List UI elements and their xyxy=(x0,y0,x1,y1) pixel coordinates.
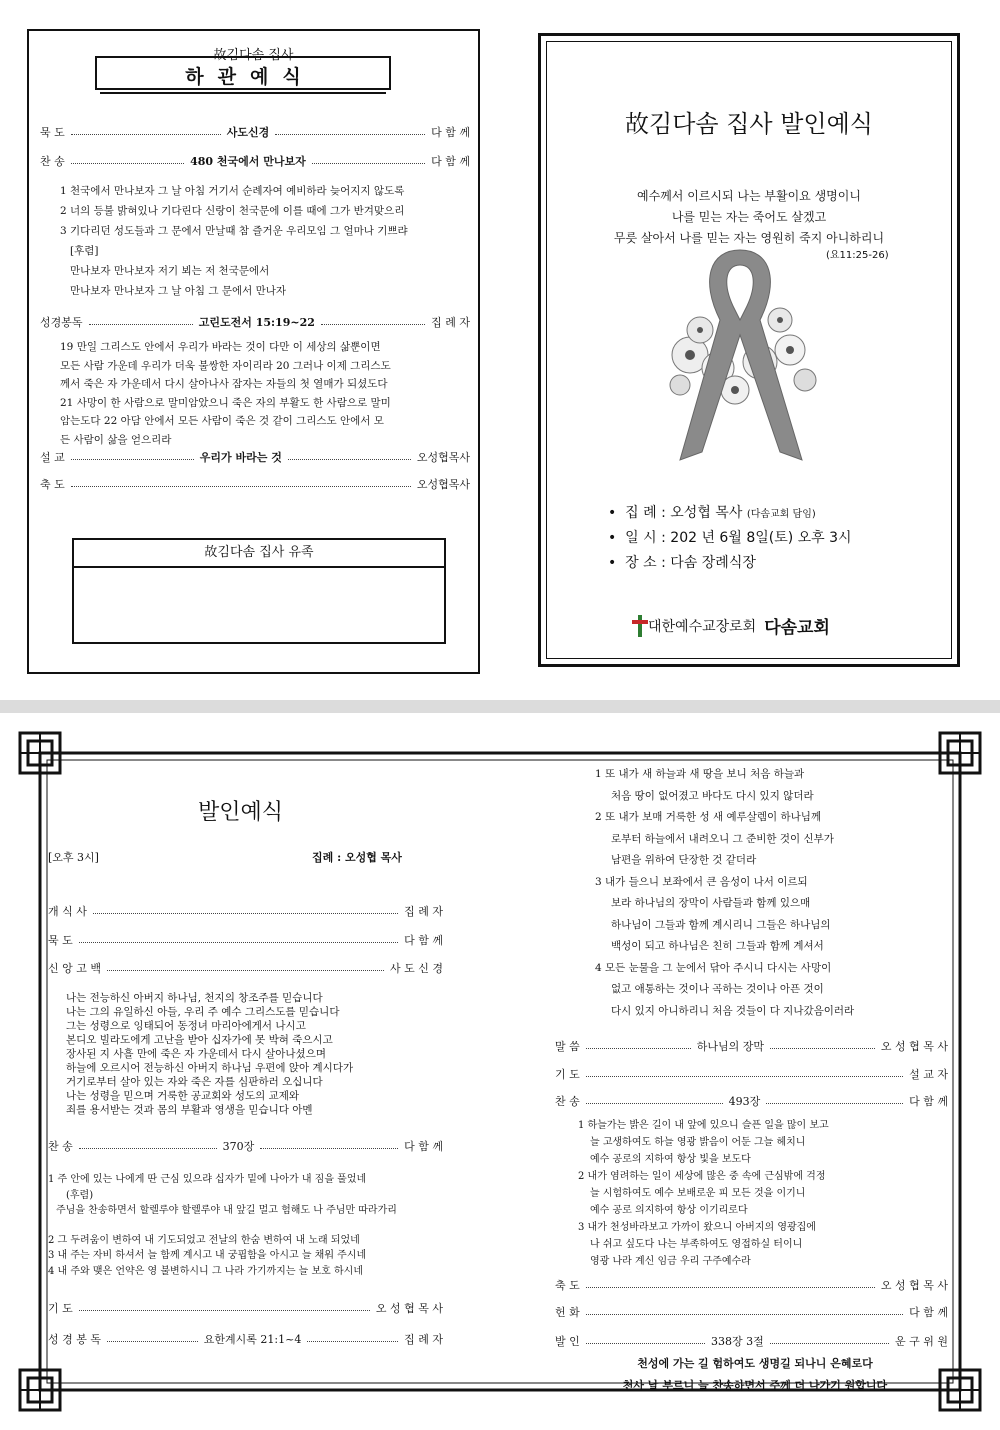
row-silent-prayer-2: 묵 도 다 함 께 xyxy=(48,934,443,947)
row-prayer-2: 기 도 설 교 자 xyxy=(555,1068,948,1081)
row-departure: 발 인 338장 3절 운 구 위 원 xyxy=(555,1335,948,1348)
row-hymn-493: 찬 송 493장 다 함 께 xyxy=(555,1095,948,1108)
revelation-text: 1 또 내가 새 하늘과 새 땅을 보니 처음 하늘과 처음 땅이 없어졌고 바다도 다시 있지 않더라 2 또 내가 보매 거룩한 성 새 예루살렘이 하나님께 로부터 하늘에서 내려오니 그 준비한 것이 신부가 남편을 위하여 단장한 것 같더라 3 내가 들으니 보좌에서 큰 음성이 나서 이르되 보라 하나님의 장막이 사람들과 함께 있으매 하나님이 그들과 함께 계시리니 그들은 하나님의 백성이 되고 하나님은 친히 그들과 함께 계셔서 4 모든 눈물을 그 눈에서 닦아 주시니 다시는 사망이 없고 애통하는 것이나 곡하는 것이나 아픈 것이 다시 있지 아니하리니 처음 것들이 다 지나갔음이러라 xyxy=(595,768,855,1017)
bereaved-family-box xyxy=(72,538,446,644)
row-silent-prayer: 묵 도 사도신경 다 함 께 xyxy=(40,126,471,139)
info-datetime: • 일 시 : 202 년 6월 8일(토) 오후 3시 xyxy=(608,530,852,546)
cover-verse: 예수께서 이르시되 나는 부활이요 생명이니 나를 믿는 자는 죽어도 살겠고 무릇 살아서 나를 믿는 자는 영원히 죽지 아니하리니 xyxy=(613,189,885,245)
info-place: • 장 소 : 다솜 장례식장 xyxy=(608,555,756,571)
denomination-name: 대한예수교장로회 xyxy=(648,618,757,635)
row-benediction: 축 도 오성협목사 xyxy=(40,478,470,491)
page-separator xyxy=(0,700,1000,713)
hymn-493-lyrics: 1 하늘가는 밝은 길이 내 앞에 있으니 슬픈 일을 많이 보고 늘 고생하여도 하늘 영광 밝음이 어둔 그늘 헤치니 예수 공로의 지하여 항상 빛을 보도다 2 내가 염려하는 일이 세상에 많은 중 속에 근심밖에 걱정 늘 시험하여도 예수 보배로운 피 모든 것을 이기니 예수 공로 의지하여 항상 이기리로다 3 내가 천성바라보고 가까이 왔으니 아버지의 영광집에 나 쉬고 싶도다 나는 부족하여도 영접하실 터이니 영광 나라 계신 임금 우리 구주예수라 xyxy=(578,1120,829,1267)
row-sermon-2: 말 씀 하나님의 장막 오 성 협 목 사 xyxy=(555,1040,949,1053)
row-reading-rev: 성 경 봉 독 요한계시록 21:1~4 집 례 자 xyxy=(48,1333,444,1346)
service-time: [오후 3시] xyxy=(48,851,99,864)
scripture-text: 19 만일 그리스도 안에서 우리가 바라는 것이 다만 이 세상의 삶뿐이면 모든 사람 가운데 우리가 더욱 불쌍한 자이리라 20 그러나 이제 그리스도 께서 죽은 자 가운데서 다시 살아나사 잠자는 자들의 첫 열매가 되셨도다 21 사망이 한 사람으로 말미암았으니 죽은 자의 부활도 한 사람으로 말미 암는도다 22 아담 안에서 모든 사람이 죽은 것 같이 그리스도 안에서 모 든 사람이 삶을 얻으리라 xyxy=(60,341,391,446)
church-footer xyxy=(632,613,830,638)
verse-reference: (요11:25-26) xyxy=(826,250,889,261)
apostles-creed: 나는 전능하신 아버지 하나님, 천지의 창조주를 믿습니다 나는 그의 유일하신 아들, 우리 주 예수 그리스도를 믿습니다 그는 성령으로 잉태되어 동정녀 마리아에게서 나시고 본디오 빌라도에게 고난을 받아 십자가에 못 박혀 죽으시고 장사된 지 사흘 만에 죽은 자 가운데서 다시 살아나셨으며 하늘에 오르시어 전능하신 아버지 하나님 우편에 앉아 계시다가 거기로부터 살아 있는 자와 죽은 자를 심판하러 오십니다 나는 성령을 믿으며 거룩한 공교회와 성도의 교제와 죄를 용서받는 것과 몸의 부활과 영생을 믿습니다 아멘 xyxy=(66,992,354,1116)
row-scripture-reading: 성경봉독 고린도전서 15:19~22 집 례 자 xyxy=(40,316,470,329)
row-sermon: 설 교 우리가 바라는 것 오성협목사 xyxy=(40,451,470,464)
bereaved-family-title: 故김다솜 집사 유족 xyxy=(74,540,444,568)
officiant: 집례 : 오성협 목사 xyxy=(312,851,402,864)
row-prayer: 기 도 오 성 협 목 사 xyxy=(48,1302,443,1315)
church-cross-icon xyxy=(632,615,648,637)
row-creed: 신 앙 고 백 사 도 신 경 xyxy=(48,962,443,975)
hymn-lyrics: 1 천국에서 만나보자 그 날 아침 거기서 순례자여 예비하라 늦어지지 않도록 2 너의 등불 밝혀있나 기다린다 신랑이 천국문에 이를 때에 그가 반겨맞으리 3 기다리던 성도들과 그 문에서 만날때 참 즐거운 우리모임 그 얼마나 기쁘랴 [후렴] 만나보자 만나보자 저기 뵈는 저 천국문에서 만나보자 만나보자 그 날 아침 그 문에서 만나자 xyxy=(60,185,408,297)
row-hymn-370: 찬 송 370장 다 함 께 xyxy=(48,1140,443,1153)
row-benediction-2: 축 도 오 성 협 목 사 xyxy=(555,1279,948,1292)
row-hymn: 찬 송 480 천국에서 만나보자 다 함 께 xyxy=(40,155,471,168)
cover-title: 故김다솜 집사 발인예식 xyxy=(625,110,873,138)
page-title: 하관예식 xyxy=(185,66,315,88)
church-name: 다솜교회 xyxy=(764,618,830,638)
row-opening: 개 식 사 집 례 자 xyxy=(48,905,443,918)
hymn-370-lyrics: 1 주 안에 있는 나에게 딴 근심 있으랴 십자가 밑에 나아가 내 짐을 풀었네 (후렴) 주님을 찬송하면서 할렐루야 할렐루야 내 앞길 멀고 험해도 나 주님만 따라가리 2 그 두려움이 변하여 내 기도되었고 전날의 한숨 변하여 내 노래 되었네 3 내 주는 자비 하셔서 늘 함께 계시고 내 궁핍함을 아시고 늘 채워 주시네 4 내 주와 맺은 언약은 영 불변하시니 그 나라 가기까지는 늘 보호 하시네 xyxy=(48,1174,397,1277)
closing-hymn-lyrics: 천성에 가는 길 험하여도 생명길 되나니 은혜로다 천사 날 부르니 늘 찬송하면서 주께 더 나가기 원합니다 xyxy=(622,1357,888,1392)
ribbon-flower-icon xyxy=(640,240,840,485)
info-officiant: • 집 례 : 오성협 목사 (다솜교회 담임) xyxy=(608,505,816,521)
title-small: 故김다솜 집사 xyxy=(213,48,294,63)
row-flowers: 헌 화 다 함 께 xyxy=(555,1306,948,1319)
funeral-title: 발인예식 xyxy=(198,800,284,825)
